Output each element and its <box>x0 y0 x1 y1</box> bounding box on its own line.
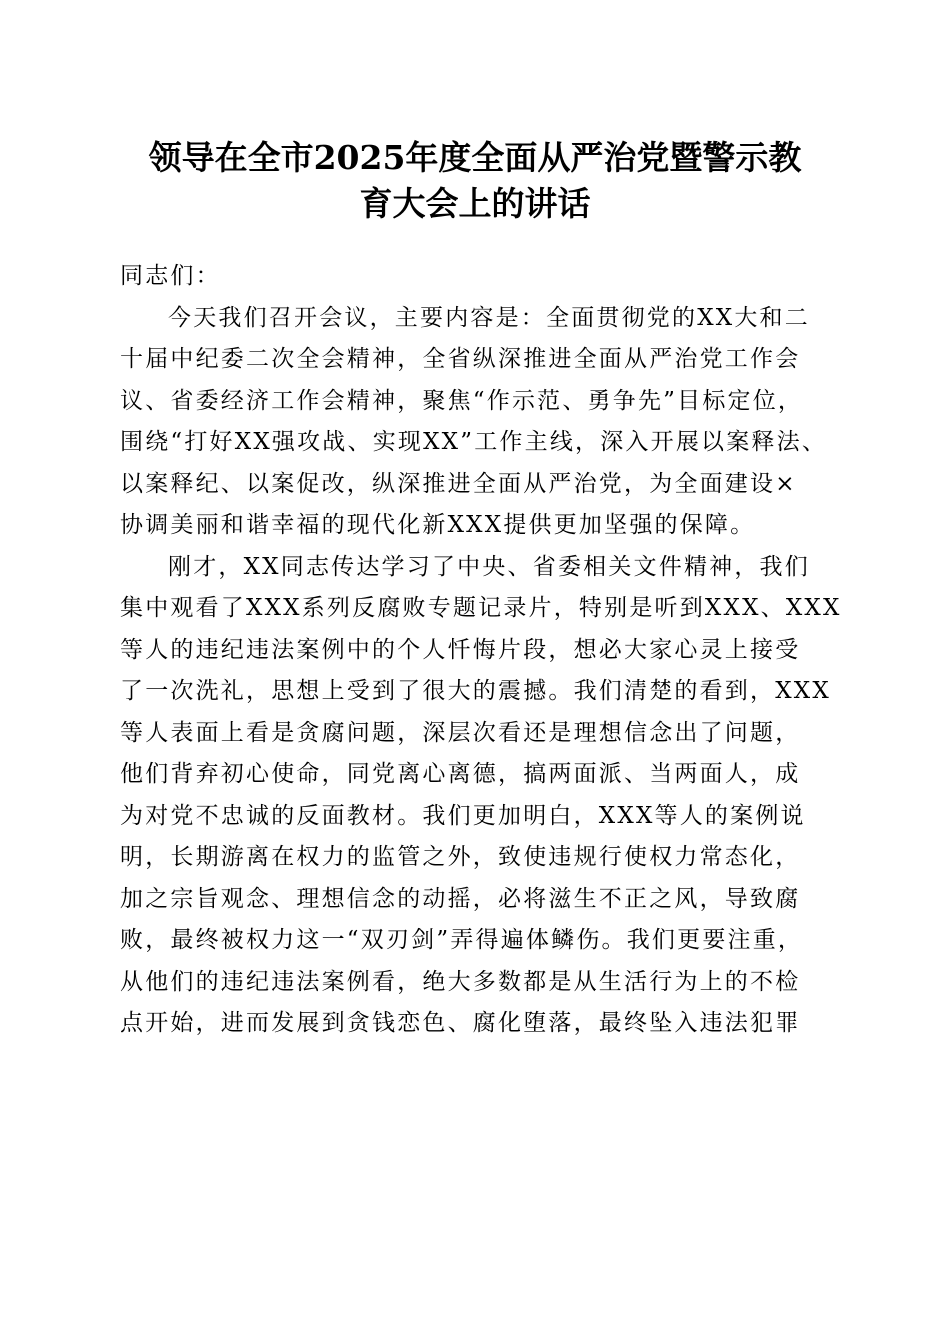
paragraph-line: 以案释纪、以案促改，纵深推进全面从严治党，为全面建设× <box>120 470 797 497</box>
paragraph-line: 败，最终被权力这一“双刃剑”弄得遍体鳞伤。我们更要注重， <box>120 927 804 953</box>
paragraph-line: 等人的违纪违法案例中的个人忏悔片段，想必大家心灵上接受 <box>120 636 801 663</box>
title-line-1: 领导在全市2025年度全面从严治党暨警示教 <box>148 138 802 177</box>
paragraph-line: 十届中纪委二次全会精神，全省纵深推进全面从严治党工作会 <box>120 346 801 372</box>
paragraph-line: 为对党不忠诚的反面教材。我们更加明白，XXX等人的案例说 <box>120 802 806 829</box>
paragraph-line: 协调美丽和谐幸福的现代化新XXX提供更加坚强的保障。 <box>120 512 756 538</box>
document-body <box>120 256 840 1045</box>
paragraph-2 <box>120 547 840 1045</box>
paragraph-line: 围绕“打好XX强攻战、实现XX”工作主线，深入开展以案释法、 <box>120 429 828 455</box>
paragraph-line: 集中观看了XXX系列反腐败专题记录片，特别是听到XXX、XXX <box>120 595 842 621</box>
paragraph-1 <box>120 298 840 547</box>
paragraph-line: 刚才，XX同志传达学习了中央、省委相关文件精神，我们 <box>168 553 810 580</box>
paragraph-line: 从他们的违纪违法案例看，绝大多数都是从生活行为上的不检 <box>120 968 801 995</box>
title-line-2: 育大会上的讲话 <box>359 184 591 223</box>
paragraph-line: 加之宗旨观念、理想信念的动摇，必将滋生不正之风，导致腐 <box>120 885 801 912</box>
paragraph-line: 他们背弃初心使命，同党离心离德，搞两面派、当两面人，成 <box>120 761 801 787</box>
paragraph-line: 议、省委经济工作会精神，聚焦“作示范、勇争先”目标定位， <box>120 387 804 414</box>
paragraph-line: 点开始，进而发展到贪钱恋色、腐化堕落，最终坠入违法犯罪 <box>120 1010 801 1036</box>
salutation: 同志们： <box>120 263 221 289</box>
paragraph-line: 明，长期游离在权力的监管之外，致使违规行使权力常态化， <box>120 844 801 870</box>
paragraph-line: 今天我们召开会议，主要内容是：全面贯彻党的XX大和二 <box>168 304 810 331</box>
paragraph-line: 了一次洗礼，思想上受到了很大的震撼。我们清楚的看到，XXX <box>120 678 831 704</box>
document-title <box>100 135 850 227</box>
paragraph-line: 等人表面上看是贪腐问题，深层次看还是理想信念出了问题， <box>120 719 801 746</box>
